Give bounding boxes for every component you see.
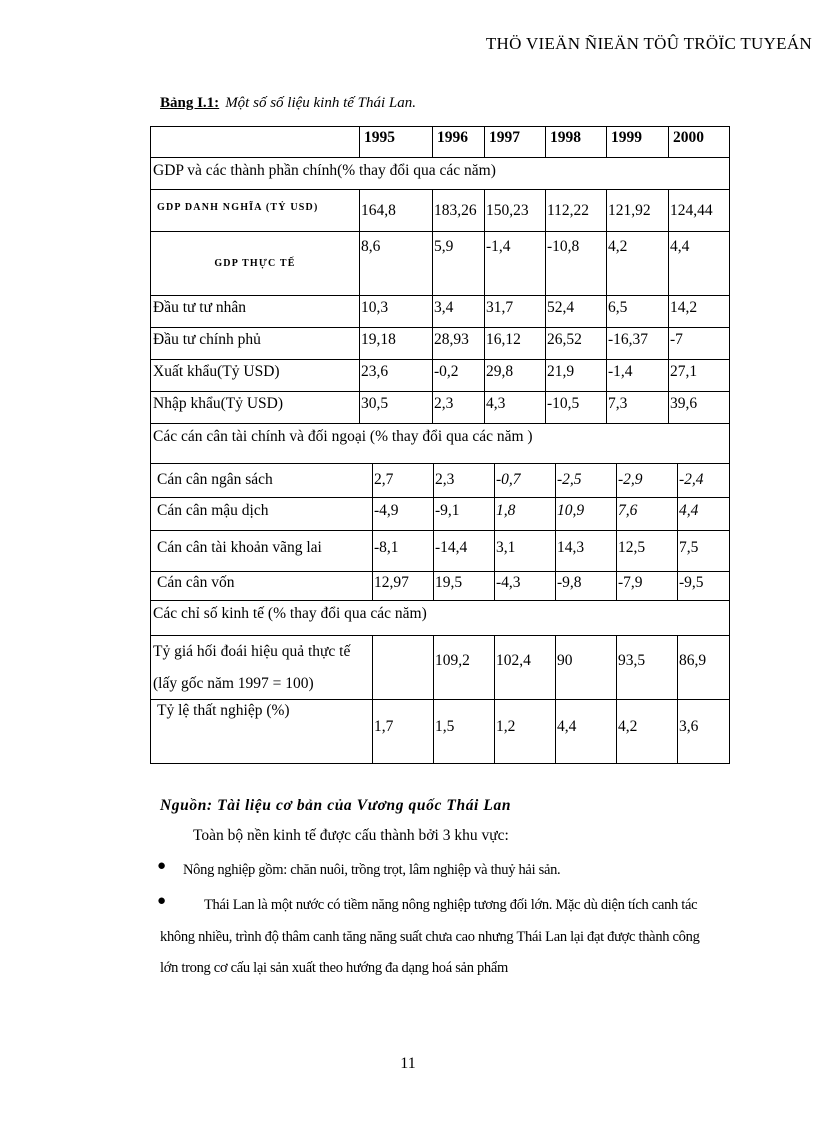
table-row <box>151 190 729 232</box>
value-cell: 29,8 <box>484 360 545 391</box>
value-cell: 10,9 <box>555 498 616 530</box>
value-cell: 4,4 <box>668 232 730 295</box>
value-cell: 14,2 <box>668 296 730 327</box>
value-cell: 102,4 <box>494 636 555 699</box>
value-cell: -9,1 <box>433 498 494 530</box>
source-note: Nguồn: Tài liệu cơ bản của Vương quốc Thái Lan <box>160 797 512 814</box>
value-cell: 23,6 <box>359 360 432 391</box>
table-row <box>151 531 729 572</box>
running-header: THÖ VIEÄN ÑIEÄN TÖÛ TRÖÏC TUYEÁN <box>485 34 812 53</box>
value-cell: -9,5 <box>677 572 730 600</box>
value-cell: -7 <box>668 328 730 359</box>
year-header: 1995 <box>359 127 432 157</box>
value-cell: 5,9 <box>432 232 484 295</box>
table-row <box>151 328 729 360</box>
value-cell: -10,8 <box>545 232 606 295</box>
value-cell: 19,18 <box>359 328 432 359</box>
intro-line: Toàn bộ nền kinh tế được cấu thành bởi 3 khu vực: <box>193 827 509 844</box>
value-cell: -8,1 <box>372 531 433 571</box>
caption-label: Bảng I.1: <box>160 95 220 111</box>
value-cell: -0,2 <box>432 360 484 391</box>
value-cell: 4,2 <box>616 700 677 763</box>
value-cell: 4,4 <box>555 700 616 763</box>
value-cell <box>372 636 433 699</box>
value-cell: 16,12 <box>484 328 545 359</box>
value-cell: 27,1 <box>668 360 730 391</box>
value-cell: 124,44 <box>668 190 730 231</box>
value-cell: -2,9 <box>616 464 677 497</box>
value-cell: -4,3 <box>494 572 555 600</box>
value-cell: 7,3 <box>606 392 668 423</box>
value-cell: -2,4 <box>677 464 730 497</box>
year-header: 1996 <box>432 127 484 157</box>
value-cell: 3,1 <box>494 531 555 571</box>
value-cell: 12,97 <box>372 572 433 600</box>
row-label: Cán cân vốn <box>157 574 235 591</box>
value-cell: 26,52 <box>545 328 606 359</box>
value-cell: -10,5 <box>545 392 606 423</box>
year-header: 1997 <box>484 127 545 157</box>
table-row <box>151 392 729 424</box>
value-cell: 7,6 <box>616 498 677 530</box>
row-label: Xuất khẩu(Tỷ USD) <box>153 363 280 380</box>
paragraph-agriculture: Thái Lan là một nước có tiềm năng nông nghiệp tương đối lớn. Mặc dù diện tích canh tác không nhiều, trình độ thâm canh tăng năng suất chưa cao nhưng Thái Lan lại đạt được thành công lớn trong cơ cấu lại sản xuất theo hướng đa dạng hoá sản phẩm <box>160 897 700 976</box>
value-cell: -7,9 <box>616 572 677 600</box>
value-cell: 164,8 <box>359 190 432 231</box>
row-label: Nhập khẩu(Tỷ USD) <box>153 395 284 412</box>
table-row <box>151 464 729 498</box>
section-heading: GDP và các thành phần chính(% thay đổi qua các năm) <box>153 162 496 179</box>
bullet-icon: ● <box>157 858 167 874</box>
table-row <box>151 498 729 531</box>
value-cell: 109,2 <box>433 636 494 699</box>
value-cell: -1,4 <box>484 232 545 295</box>
value-cell: 150,23 <box>484 190 545 231</box>
value-cell: -1,4 <box>606 360 668 391</box>
row-label: Cán cân mậu dịch <box>157 502 269 519</box>
row-label: Tỷ lệ thất nghiệp (%) <box>157 702 290 719</box>
table-row <box>151 572 729 601</box>
value-cell: 1,8 <box>494 498 555 530</box>
value-cell: 2,3 <box>433 464 494 497</box>
value-cell: 112,22 <box>545 190 606 231</box>
row-label: GDP THỰC TẾ <box>214 258 296 269</box>
value-cell: 6,5 <box>606 296 668 327</box>
value-cell: 1,5 <box>433 700 494 763</box>
value-cell: 93,5 <box>616 636 677 699</box>
value-cell: 28,93 <box>432 328 484 359</box>
economic-data-table <box>150 126 730 764</box>
row-label: Tỷ giá hối đoái hiệu quả thực tế (lấy gốc năm 1997 = 100) <box>153 643 351 692</box>
value-cell: 121,92 <box>606 190 668 231</box>
value-cell: 19,5 <box>433 572 494 600</box>
bullet-icon: ● <box>157 893 167 909</box>
value-cell: 7,5 <box>677 531 730 571</box>
row-label: Đầu tư tư nhân <box>153 299 246 316</box>
bullet-agriculture: Nông nghiệp gồm: chăn nuôi, trồng trọt, lâm nghiệp và thuỷ hải sản. <box>183 862 561 878</box>
value-cell: 14,3 <box>555 531 616 571</box>
year-header: 1999 <box>606 127 668 157</box>
table-row <box>151 232 729 296</box>
value-cell: -0,7 <box>494 464 555 497</box>
table-row <box>151 636 729 700</box>
section-heading-row <box>151 601 729 636</box>
value-cell: 21,9 <box>545 360 606 391</box>
value-cell: 4,2 <box>606 232 668 295</box>
header-row <box>151 127 729 158</box>
table-row <box>151 700 729 763</box>
section-heading: Các chỉ số kinh tế (% thay đổi qua các năm) <box>153 605 427 622</box>
value-cell: -9,8 <box>555 572 616 600</box>
value-cell: 4,4 <box>677 498 730 530</box>
table-caption <box>160 95 416 112</box>
section-heading: Các cán cân tài chính và đối ngoại (% thay đổi qua các năm ) <box>153 428 533 445</box>
corner-cell <box>151 127 359 157</box>
value-cell: 3,4 <box>432 296 484 327</box>
row-label: GDP DANH NGHĨA (TỶ USD) <box>157 202 319 213</box>
value-cell: -2,5 <box>555 464 616 497</box>
value-cell: -14,4 <box>433 531 494 571</box>
value-cell: 52,4 <box>545 296 606 327</box>
year-header: 1998 <box>545 127 606 157</box>
section-heading-row <box>151 158 729 190</box>
section-heading-row <box>151 424 729 464</box>
value-cell: 4,3 <box>484 392 545 423</box>
table-row <box>151 296 729 328</box>
value-cell: 31,7 <box>484 296 545 327</box>
value-cell: 90 <box>555 636 616 699</box>
value-cell: 1,2 <box>494 700 555 763</box>
value-cell: 1,7 <box>372 700 433 763</box>
value-cell: 8,6 <box>359 232 432 295</box>
page-number: 11 <box>400 1055 416 1072</box>
row-label: Cán cân tài khoản vãng lai <box>157 539 322 556</box>
value-cell: 2,3 <box>432 392 484 423</box>
row-label: Đầu tư chính phủ <box>153 331 261 348</box>
value-cell: 12,5 <box>616 531 677 571</box>
value-cell: 183,26 <box>432 190 484 231</box>
value-cell: 39,6 <box>668 392 730 423</box>
value-cell: 30,5 <box>359 392 432 423</box>
table-row <box>151 360 729 392</box>
value-cell: 10,3 <box>359 296 432 327</box>
caption-title: Một số số liệu kinh tế Thái Lan. <box>225 95 417 111</box>
row-label: Cán cân ngân sách <box>157 471 273 488</box>
value-cell: 2,7 <box>372 464 433 497</box>
value-cell: -16,37 <box>606 328 668 359</box>
value-cell: 86,9 <box>677 636 730 699</box>
value-cell: 3,6 <box>677 700 730 763</box>
year-header: 2000 <box>668 127 730 157</box>
value-cell: -4,9 <box>372 498 433 530</box>
